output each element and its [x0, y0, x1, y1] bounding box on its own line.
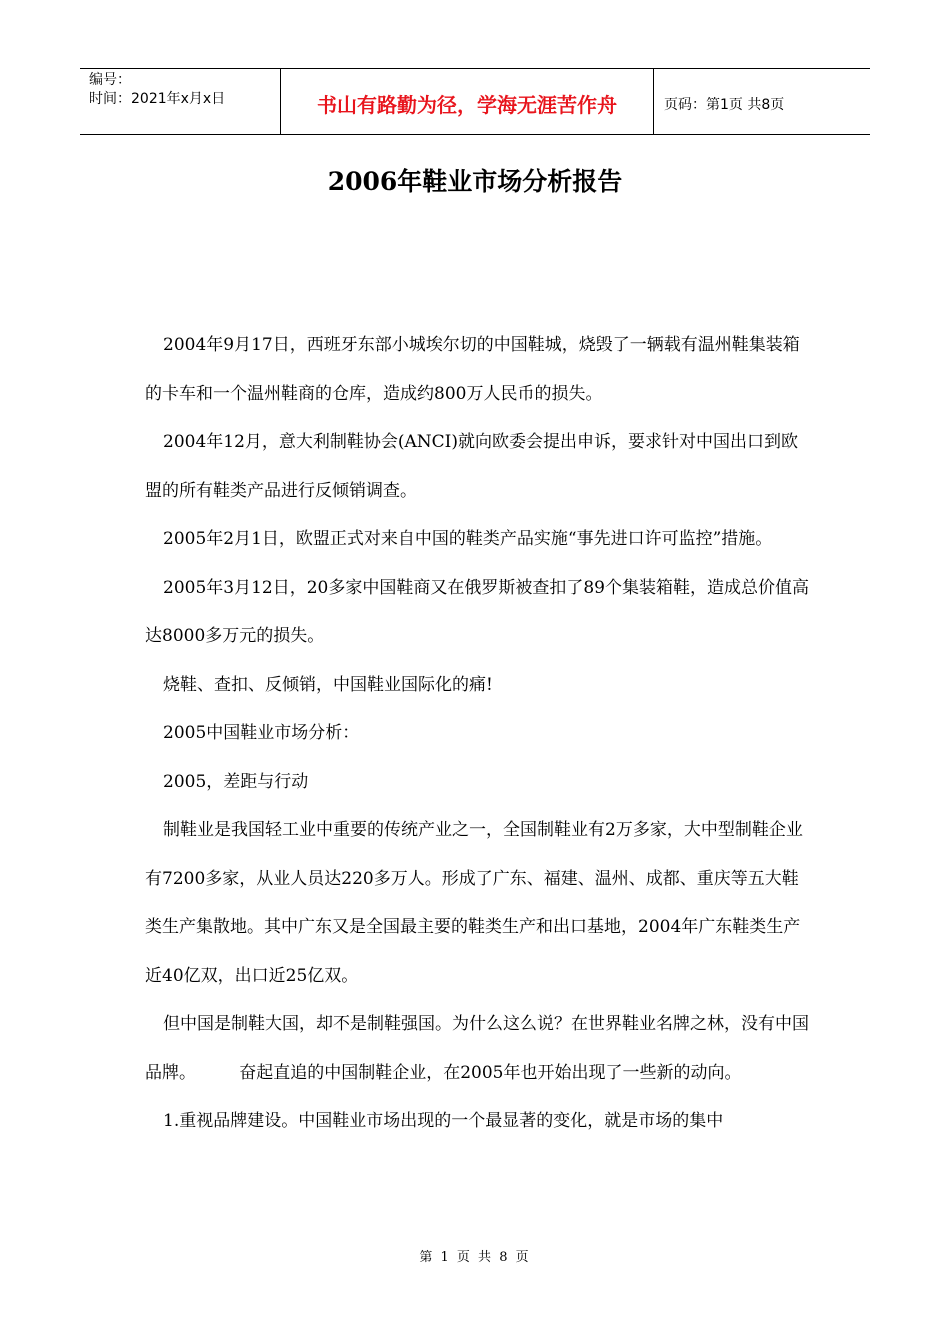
number-label: 编号：: [89, 72, 131, 88]
header-motto: 书山有路勤为径，学海无涯苦作舟: [281, 69, 654, 134]
paragraph: 1.重视品牌建设。中国鞋业市场出现的一个最显著的变化，就是市场的集中: [163, 1111, 724, 1131]
paragraph: 制鞋业是我国轻工业中重要的传统产业之一，全国制鞋业有2万多家，大中型制鞋企业有7200多家，从业人员达220多万人。形成了广东、福建、温州、成都、重庆等五大鞋类生产集散地。其中广东又是全国最主要的鞋类生产和出口基地，2004年广东鞋类生产近40亿双，出口近25亿双。: [145, 820, 803, 986]
paragraph: 2004年9月17日，西班牙东部小城埃尔切的中国鞋城，烧毁了一辆载有温州鞋集装箱的卡车和一个温州鞋商的仓库，造成约800万人民币的损失。: [145, 335, 800, 404]
page-header: [80, 68, 870, 135]
document-body: [145, 321, 815, 1146]
paragraph: 2005中国鞋业市场分析：: [163, 723, 360, 743]
paragraph: 但中国是制鞋大国，却不是制鞋强国。为什么这么说？在世界鞋业名牌之林，没有中国品牌。 奋起直追的中国制鞋企业，在2005年也开始出现了一些新的动向。: [145, 1014, 809, 1083]
header-meta: [80, 69, 281, 134]
time-label: 时间：2021年x月x日: [89, 91, 226, 107]
paragraph: 2004年12月，意大利制鞋协会(ANCI)就向欧委会提出申诉，要求针对中国出口到欧盟的所有鞋类产品进行反倾销调查。: [145, 432, 799, 501]
document-title: 2006年鞋业市场分析报告: [327, 167, 623, 196]
paragraph: 2005，差距与行动: [163, 771, 309, 792]
page-footer: 第 1 页 共 8 页: [419, 1250, 531, 1265]
paragraph: 2005年2月1日，欧盟正式对来自中国的鞋类产品实施“事先进口许可监控”措施。: [163, 529, 773, 549]
header-page-info: 页码：第1页 共8页: [664, 96, 785, 113]
paragraph: 烧鞋、查扣、反倾销，中国鞋业国际化的痛!: [163, 674, 493, 695]
paragraph: 2005年3月12日，20多家中国鞋商又在俄罗斯被查扣了89个集装箱鞋，造成总价值高达8000多万元的损失。: [145, 577, 809, 646]
